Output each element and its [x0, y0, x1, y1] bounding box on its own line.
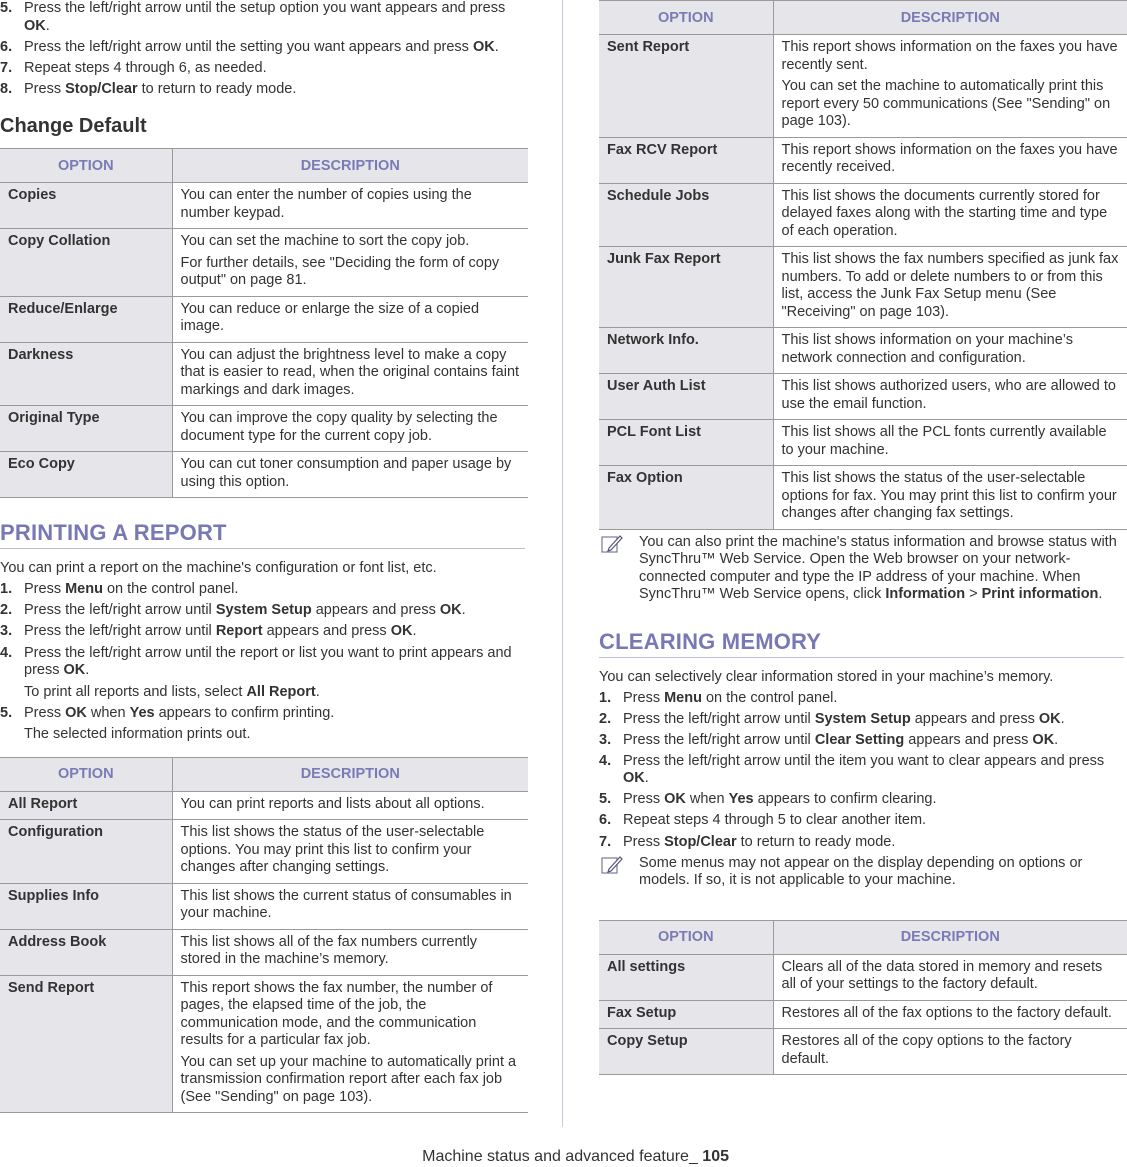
- text-run: appears to confirm printing.: [154, 704, 335, 721]
- step-item: [599, 812, 1127, 830]
- step-text: [623, 732, 1058, 748]
- text-run: .: [1098, 586, 1103, 602]
- table-row: [0, 183, 528, 229]
- description-cell: [773, 954, 1127, 1000]
- step-number: 4.: [599, 752, 612, 769]
- description-cell: [773, 183, 1127, 247]
- description-cell: [172, 791, 528, 820]
- option-cell: User Auth List: [599, 374, 773, 420]
- syncthru-note-text: [639, 534, 1127, 604]
- step-text: [24, 81, 296, 97]
- text-run: Press the left/right arrow until the report or list you want to print appears and press: [24, 644, 512, 679]
- bold-term: Report: [215, 623, 263, 640]
- description-cell: [773, 420, 1127, 466]
- bold-term: Information: [885, 586, 966, 602]
- description-cell: [773, 35, 1127, 138]
- description-cell: [172, 229, 528, 297]
- table-row: [599, 328, 1127, 374]
- text-run: .: [461, 602, 466, 619]
- description-cell: [172, 406, 528, 452]
- option-cell: Supplies Info: [0, 883, 172, 929]
- step-text: [623, 834, 895, 850]
- description-cell: [172, 929, 528, 975]
- step-item: [599, 753, 1127, 788]
- description-cell: [172, 883, 528, 929]
- description-text: Restores all of the copy options to the factory default.: [781, 1033, 1072, 1067]
- report-table-continued: [599, 0, 1127, 530]
- text-run: appears and press: [904, 731, 1033, 748]
- syncthru-note: [599, 534, 1127, 604]
- clearing-memory-intro: You can selectively clear information stored in your machine’s memory.: [599, 668, 1054, 685]
- table-header-option: OPTION: [599, 920, 773, 954]
- bold-term: OK: [63, 662, 86, 679]
- menus-note: [599, 855, 1127, 890]
- table-row: [0, 820, 528, 884]
- option-cell: Sent Report: [599, 35, 773, 138]
- description-text: You can adjust the brightness level to make a copy that is easier to read, when the original contains faint markings and dark images.: [180, 346, 520, 398]
- text-run: .: [85, 662, 90, 679]
- description-text: You can print reports and lists about all options.: [180, 795, 485, 812]
- option-cell: All Report: [0, 791, 172, 820]
- option-cell: Fax Setup: [599, 1000, 773, 1029]
- option-cell: Reduce/Enlarge: [0, 296, 172, 342]
- table-row: [0, 929, 528, 975]
- description-text: This list shows the current status of consumables in your machine.: [180, 887, 512, 922]
- description-text: You can reduce or enlarge the size of a copied image.: [180, 300, 480, 335]
- table-row: [599, 137, 1127, 183]
- page-footer: [422, 1148, 729, 1166]
- description-cell: [172, 820, 528, 884]
- bold-term: Clear Setting: [814, 731, 905, 748]
- text-run: Repeat steps 4 through 6, as needed.: [24, 59, 267, 76]
- description-cell: [773, 1029, 1127, 1075]
- step-text: [24, 645, 512, 679]
- description-text: This list shows the documents currently stored for delayed faxes along with the starting time and type of each operation.: [781, 187, 1108, 239]
- table-row: [0, 883, 528, 929]
- option-cell: Fax Option: [599, 466, 773, 530]
- clearing-steps-list: [599, 690, 1127, 852]
- page-number: 105: [702, 1148, 729, 1165]
- text-run: Press: [24, 704, 66, 721]
- change-default-heading: Change Default: [0, 115, 147, 138]
- description-text: You can set up your machine to automatically print a transmission confirmation report after each fax job (See "Sending" on page 103).: [180, 1053, 517, 1105]
- step-number: 7.: [599, 833, 612, 850]
- text-run: >: [965, 586, 982, 602]
- step-text: [24, 623, 417, 639]
- step-text: [623, 753, 1104, 787]
- text-run: .: [644, 770, 649, 787]
- description-text: You can improve the copy quality by selecting the document type for the current copy job.: [180, 410, 498, 444]
- option-cell: Copy Setup: [599, 1029, 773, 1075]
- text-run: to return to ready mode.: [137, 80, 297, 97]
- text-run: appears and press: [262, 623, 391, 640]
- description-cell: [773, 374, 1127, 420]
- table-row: [599, 466, 1127, 530]
- text-run: appears to confirm clearing.: [753, 791, 937, 808]
- description-text: This list shows authorized users, who are allowed to use the email function.: [781, 378, 1116, 412]
- option-cell: Network Info.: [599, 328, 773, 374]
- table-header-description: DESCRIPTION: [172, 757, 528, 791]
- step-item: [0, 705, 528, 744]
- step-item: [599, 690, 1127, 708]
- option-cell: Schedule Jobs: [599, 183, 773, 247]
- top-steps-list: [0, 0, 528, 98]
- step-text: [24, 581, 238, 597]
- step-number: 6.: [599, 812, 612, 829]
- description-text: This list shows the status of the user-selectable options. You may print this list to confirm your changes after changing settings.: [180, 824, 485, 876]
- description-text: Clears all of the data stored in memory and resets all of your settings to the factory default.: [781, 958, 1103, 993]
- table-row: [599, 954, 1127, 1000]
- bold-term: OK: [664, 791, 686, 808]
- description-cell: [172, 183, 528, 229]
- table-row: [599, 1029, 1127, 1075]
- step-number: 4.: [0, 644, 13, 661]
- left-column: [0, 0, 528, 1113]
- footer-chapter-title: Machine status and advanced feature_: [422, 1148, 703, 1165]
- bold-term: OK: [390, 623, 413, 640]
- description-cell: [172, 975, 528, 1113]
- text-run: to return to ready mode.: [736, 833, 896, 850]
- step-number: 2.: [599, 710, 612, 727]
- step-item: [0, 623, 528, 641]
- step-item: [0, 81, 528, 99]
- table-header-description: DESCRIPTION: [172, 149, 528, 183]
- description-cell: [172, 296, 528, 342]
- text-run: Repeat steps 4 through 5 to clear another item.: [623, 812, 927, 829]
- option-cell: Address Book: [0, 929, 172, 975]
- text-run: Press the left/right arrow until: [623, 710, 815, 727]
- right-column: [599, 0, 1127, 1075]
- description-cell: [773, 247, 1127, 328]
- description-text: You can enter the number of copies using the number keypad.: [180, 187, 472, 221]
- step-text: [623, 711, 1065, 727]
- table-row: [599, 247, 1127, 328]
- bold-term: OK: [439, 602, 462, 619]
- text-run: .: [315, 683, 320, 700]
- clearing-table: [599, 920, 1127, 1076]
- text-run: appears and press: [311, 602, 440, 619]
- table-row: [0, 975, 528, 1113]
- bold-term: System Setup: [814, 710, 911, 727]
- description-cell: [773, 137, 1127, 183]
- description-cell: [172, 452, 528, 498]
- printing-report-heading: PRINTING A REPORT: [0, 520, 525, 549]
- description-text: This report shows information on the faxes you have recently sent.: [781, 39, 1118, 73]
- change-default-table: [0, 148, 528, 498]
- text-run: Some menus may not appear on the display depending on options or models. If so, it is not applicable to your machine.: [639, 854, 1083, 889]
- step-subtext: [24, 726, 528, 744]
- text-run: Press the left/right arrow until the item you want to clear appears and press: [623, 752, 1105, 769]
- description-text: For further details, see "Deciding the form of copy output" on page 81.: [180, 254, 500, 289]
- table-row: [0, 791, 528, 820]
- description-text: You can set the machine to sort the copy job.: [180, 233, 470, 250]
- step-number: 3.: [0, 623, 13, 640]
- step-item: [0, 645, 528, 702]
- report-table: [0, 757, 528, 1114]
- text-run: .: [1060, 710, 1065, 727]
- description-cell: [172, 342, 528, 406]
- option-cell: Configuration: [0, 820, 172, 884]
- step-text: [623, 791, 937, 807]
- table-row: [0, 342, 528, 406]
- option-cell: Darkness: [0, 342, 172, 406]
- step-text: [24, 602, 466, 618]
- step-item: [599, 834, 1127, 852]
- bold-term: OK: [1032, 731, 1055, 748]
- option-cell: Copy Collation: [0, 229, 172, 297]
- text-run: The selected information prints out.: [24, 726, 251, 743]
- description-cell: [773, 328, 1127, 374]
- table-row: [599, 35, 1127, 138]
- step-item: [599, 711, 1127, 729]
- bold-term: Menu: [664, 689, 702, 706]
- printing-steps-list: [0, 581, 528, 743]
- table-row: [0, 296, 528, 342]
- step-text: [623, 812, 926, 828]
- step-number: 7.: [0, 59, 13, 76]
- text-run: Press: [623, 791, 665, 808]
- text-run: appears and press: [910, 710, 1039, 727]
- description-text: You can cut toner consumption and paper usage by using this option.: [180, 456, 512, 490]
- table-header-option: OPTION: [599, 1, 773, 35]
- text-run: .: [494, 38, 499, 55]
- step-item: [0, 39, 528, 57]
- text-run: Press: [623, 833, 665, 850]
- table-header-description: DESCRIPTION: [773, 1, 1127, 35]
- text-run: You can also print the machine's status information and browse status with SyncThru™ Web Service. Open the Web browser on your network-connected computer and type the IP address of your machine. When SyncThru™ Web Service opens, click: [639, 533, 1117, 602]
- bold-term: OK: [623, 770, 645, 787]
- text-run: Press: [623, 689, 665, 706]
- text-run: .: [412, 623, 417, 640]
- description-text: This report shows information on the faxes you have recently received.: [781, 141, 1118, 175]
- step-number: 6.: [0, 38, 13, 55]
- table-header-option: OPTION: [0, 757, 172, 791]
- option-cell: Junk Fax Report: [599, 247, 773, 328]
- text-run: on the control panel.: [701, 689, 838, 706]
- option-cell: PCL Font List: [599, 420, 773, 466]
- step-item: [0, 60, 528, 78]
- table-row: [0, 452, 528, 498]
- option-cell: Copies: [0, 183, 172, 229]
- bold-term: Yes: [728, 791, 754, 808]
- bold-term: Menu: [65, 581, 103, 598]
- text-run: when: [685, 791, 729, 808]
- step-text: [24, 39, 499, 55]
- step-item: [0, 0, 528, 35]
- column-divider: [562, 0, 563, 1127]
- step-text: [623, 690, 837, 706]
- step-item: [0, 581, 528, 599]
- bold-term: OK: [1038, 710, 1061, 727]
- bold-term: OK: [65, 704, 87, 721]
- step-number: 1.: [0, 581, 13, 598]
- note-pencil-icon: [601, 534, 623, 554]
- step-text: [24, 60, 267, 76]
- option-cell: Fax RCV Report: [599, 137, 773, 183]
- clearing-memory-heading: CLEARING MEMORY: [599, 629, 1124, 658]
- table-row: [0, 229, 528, 297]
- description-cell: [773, 466, 1127, 530]
- description-text: This list shows information on your machine’s network connection and configuration.: [781, 332, 1073, 366]
- step-number: 5.: [0, 704, 13, 721]
- bold-term: Stop/Clear: [664, 833, 737, 850]
- step-number: 5.: [599, 791, 612, 808]
- bold-term: OK: [24, 17, 46, 34]
- step-number: 3.: [599, 731, 612, 748]
- description-text: You can set the machine to automatically print this report every 50 communications (See "Sending" on page 103).: [781, 78, 1111, 129]
- step-subtext: [24, 684, 528, 702]
- option-cell: Original Type: [0, 406, 172, 452]
- table-row: [599, 1000, 1127, 1029]
- text-run: Press the left/right arrow until the setup option you want appears and press: [24, 0, 506, 16]
- step-text: [24, 705, 334, 721]
- table-row: [599, 420, 1127, 466]
- text-run: on the control panel.: [102, 581, 239, 598]
- text-run: Press the left/right arrow until: [24, 623, 216, 640]
- description-text: This list shows all of the fax numbers currently stored in the machine’s memory.: [180, 933, 478, 968]
- option-cell: Eco Copy: [0, 452, 172, 498]
- text-run: Press: [24, 80, 66, 97]
- table-row: [0, 406, 528, 452]
- bold-term: System Setup: [215, 602, 312, 619]
- text-run: when: [86, 704, 130, 721]
- description-text: This list shows the status of the user-selectable options for fax. You may print this list to confirm your changes after changing fax settings.: [781, 470, 1117, 521]
- text-run: Press the left/right arrow until: [623, 731, 815, 748]
- text-run: .: [1054, 731, 1059, 748]
- text-run: Press the left/right arrow until: [24, 602, 216, 619]
- table-row: [599, 374, 1127, 420]
- table-row: [599, 183, 1127, 247]
- description-cell: [773, 1000, 1127, 1029]
- step-number: 8.: [0, 80, 13, 97]
- step-item: [0, 602, 528, 620]
- note-pencil-icon: [601, 855, 623, 875]
- bold-term: OK: [472, 38, 495, 55]
- printing-report-intro: You can print a report on the machine's configuration or font list, etc.: [0, 560, 437, 577]
- step-text: [24, 0, 505, 34]
- table-header-option: OPTION: [0, 149, 172, 183]
- bold-term: Yes: [129, 704, 155, 721]
- bold-term: Print information: [981, 586, 1099, 602]
- option-cell: Send Report: [0, 975, 172, 1113]
- step-item: [599, 791, 1127, 809]
- description-text: This list shows all the PCL fonts currently available to your machine.: [781, 424, 1107, 458]
- step-number: 2.: [0, 602, 13, 619]
- bold-term: Stop/Clear: [65, 80, 138, 97]
- description-text: This list shows the fax numbers specified as junk fax numbers. To add or delete numbers to or from this list, access the Junk Fax Setup menu (See "Receiving" on page 103).: [781, 251, 1119, 320]
- description-text: This report shows the fax number, the number of pages, the elapsed time of the job, the communication mode, and the communication results for a particular fax job.: [180, 979, 493, 1049]
- text-run: Press the left/right arrow until the setting you want appears and press: [24, 38, 473, 55]
- option-cell: All settings: [599, 954, 773, 1000]
- bold-term: All Report: [246, 683, 316, 700]
- step-number: 1.: [599, 689, 612, 706]
- menus-note-text: [639, 855, 1127, 890]
- text-run: .: [45, 17, 50, 34]
- text-run: To print all reports and lists, select: [24, 683, 247, 700]
- step-number: 5.: [0, 0, 13, 16]
- table-header-description: DESCRIPTION: [773, 920, 1127, 954]
- step-item: [599, 732, 1127, 750]
- text-run: Press: [24, 581, 66, 598]
- description-text: Restores all of the fax options to the factory default.: [781, 1004, 1112, 1021]
